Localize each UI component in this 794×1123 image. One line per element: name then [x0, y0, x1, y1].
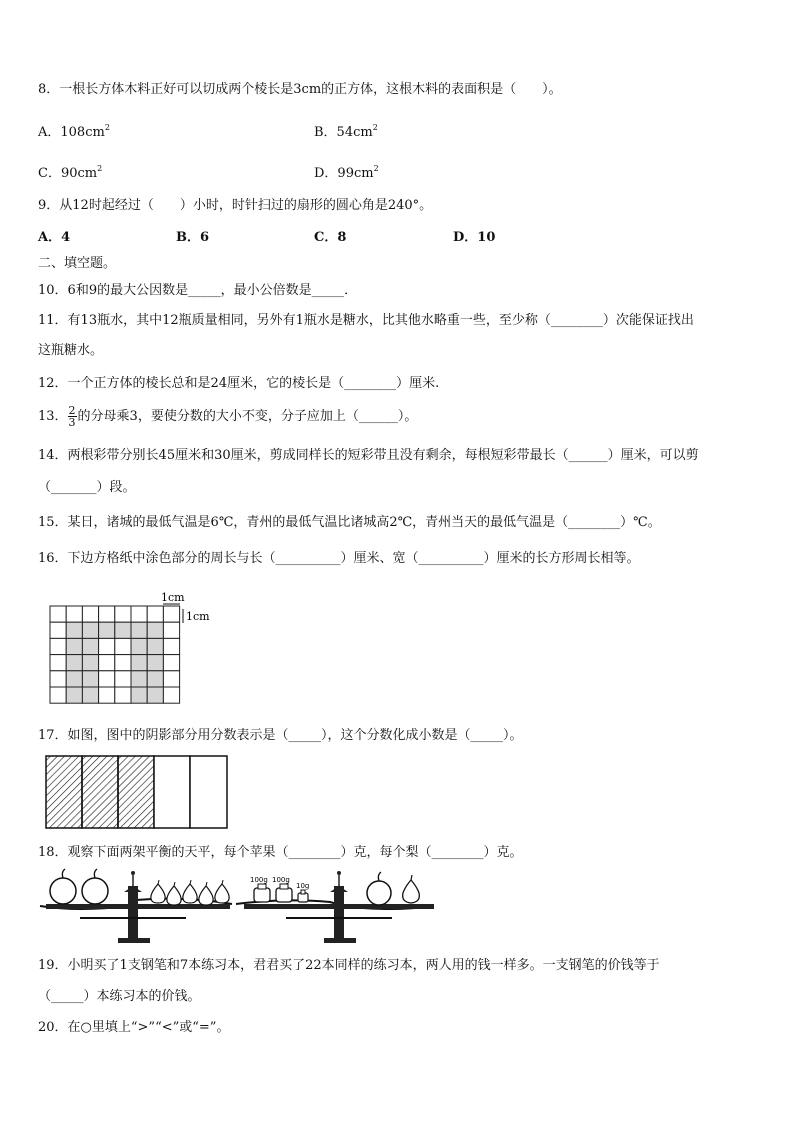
- pear-stem: [206, 882, 207, 886]
- pear-stem: [190, 880, 191, 884]
- weight-100g-icon: [250, 876, 270, 902]
- svg-text:100g: 100g: [272, 876, 290, 884]
- balance-scale-1: [40, 869, 232, 943]
- question-16: 16．下边方格纸中涂色部分的周长与长（__________）厘米、宽（__________）厘米的长方形周长相等。: [38, 551, 640, 566]
- question-11-continued: 这瓶糖水。: [38, 343, 104, 358]
- question-10: 10．6和9的最大公因数是_____，最小公倍数是_____．: [38, 283, 358, 298]
- pear-icon: [403, 875, 420, 903]
- grid-label-top: 1cm: [161, 591, 185, 604]
- section-heading-fill-blank: 二、填空题。: [38, 256, 117, 271]
- apple-icon: [367, 872, 391, 905]
- apple-icon: [50, 869, 76, 904]
- q8-option-a[interactable]: A．$108cm^2$: [38, 123, 110, 140]
- question-18: 18．观察下面两架平衡的天平，每个苹果（________）克，每个梨（________）克。: [38, 845, 523, 860]
- q9-option-a[interactable]: A．4: [38, 230, 71, 245]
- question-20: 20．在○里填上“>”“<”或“=”。: [38, 1020, 230, 1035]
- balance-scale-2: [236, 871, 434, 943]
- weight-10g-icon: [296, 882, 309, 902]
- pear-stem: [158, 880, 159, 884]
- apple-icon: [82, 869, 108, 904]
- q8-option-c[interactable]: C．$90cm^2$: [38, 164, 103, 181]
- q9-option-d[interactable]: D．10: [453, 230, 496, 245]
- pear-stem: [222, 880, 223, 884]
- q8-option-b[interactable]: B．$54cm^2$: [314, 123, 378, 140]
- question-13: 13． $\frac{2}{3}$ 的分母乘3，要使分数的大小不变，分子应加上（______）。: [38, 404, 418, 429]
- q9-option-c[interactable]: C．8: [314, 230, 347, 245]
- pear-icon: [151, 884, 165, 903]
- question-12: 12．一个正方体的棱长总和是24厘米，它的棱长是（________）厘米.: [38, 376, 440, 391]
- weight-100g-icon: [272, 876, 292, 902]
- question-14: 14．两根彩带分别长45厘米和30厘米，剪成同样长的短彩带且没有剩余，每根短彩带最长（______）厘米，可以剪: [38, 448, 699, 463]
- question-17: 17．如图，图中的阴影部分用分数表示是（_____），这个分数化成小数是（_____）。: [38, 728, 523, 743]
- fraction-two-thirds: $\frac{2}{3}$: [68, 404, 76, 429]
- pear-icon: [199, 886, 213, 905]
- question-9: 9．从12时起经过（ ）小时，时针扫过的扇形的圆心角是240°。: [38, 198, 433, 213]
- question-15: 15．某日，诸城的最低气温是6℃，青州的最低气温比诸城高2℃，青州当天的最低气温是（________）℃。: [38, 515, 661, 530]
- pear-stem: [174, 882, 175, 886]
- pear-icon: [167, 886, 181, 905]
- svg-text:10g: 10g: [296, 882, 310, 890]
- q9-option-b[interactable]: B．6: [176, 230, 210, 245]
- pear-icon: [183, 884, 197, 903]
- question-11: 11．有13瓶水，其中12瓶质量相同，另外有1瓶水是糖水，比其他水略重一些，至少称（________）次能保证找出: [38, 313, 694, 328]
- question-19-continued: （_____）本练习本的价钱。: [38, 989, 201, 1004]
- q8-option-d[interactable]: D．$99cm^2$: [314, 164, 379, 181]
- svg-text:100g: 100g: [250, 876, 268, 884]
- question-8: 8．一根长方体木料正好可以切成两个棱长是3cm的正方体，这根木料的表面积是（ ）。: [38, 82, 562, 97]
- pear-icon: [215, 884, 229, 903]
- question-19: 19．小明买了1支钢笔和7本练习本，君君买了22本同样的练习本，两人用的钱一样多。一支钢笔的价钱等于: [38, 958, 660, 973]
- grid-label-right: 1cm: [186, 610, 210, 623]
- question-14-continued: （_______）段。: [38, 480, 136, 495]
- pear-icons: [151, 880, 229, 905]
